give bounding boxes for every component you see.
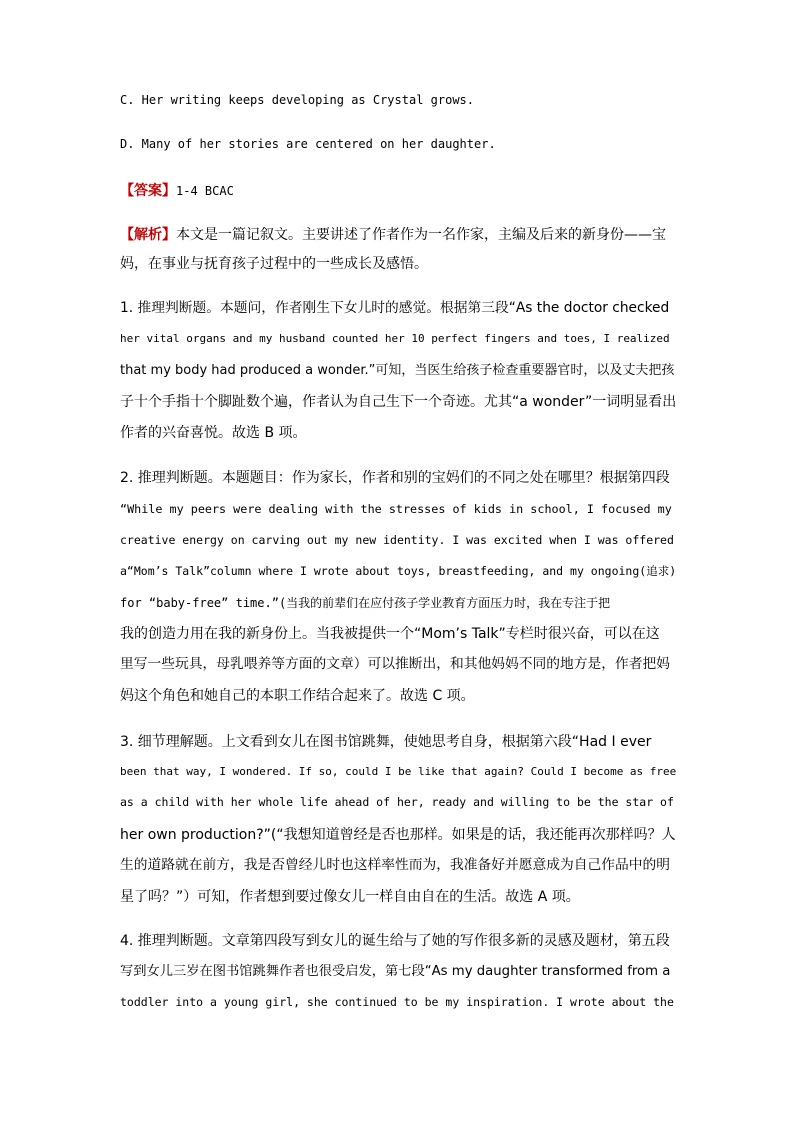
paragraph-line: a“Mom’s Talk”column where I wrote about toys, breastfeeding, and my ongoing(追求) (120, 564, 677, 578)
paragraph-line: her vital organs and my husband counted her 10 perfect fingers and toes, I realized (120, 332, 670, 345)
paragraph-line: 生的道路就在前方，我是否曾经儿时也这样率性而为，我准备好并愿意成为自己作品中的明 (120, 857, 671, 873)
paragraph-line: 妈这个角色和她自己的本职工作结合起来了。故选 C 项。 (120, 688, 475, 704)
paragraph-line: 3. 细节理解题。上文看到女儿在图书馆跳舞，使她思考自身，根据第六段“Had I ever (120, 734, 652, 750)
paragraph-line: 2. 推理判断题。本题题目：作为家长，作者和别的宝妈们的不同之处在哪里？根据第四段 (120, 470, 670, 486)
analysis-line-2: 妈，在事业与抚育孩子过程中的一些成长及感悟。 (120, 256, 428, 272)
paragraph-line: for “baby-free” time.”(当我的前辈们在应付孩子学业教育方面压力时，我在专注于把 (120, 596, 611, 610)
analysis-line-1 (120, 226, 666, 242)
answer-label: 【答案】 (120, 183, 176, 199)
paragraph-line: 我的创造力用在我的新身份上。当我被提供一个“Mom’s Talk”专栏时很兴奋，可以在这 (120, 626, 660, 642)
paragraph-line: her own production?”(“我想知道曾经是否也那样。如果是的话，我还能再次那样吗？人 (120, 827, 676, 843)
analysis-text: 本文是一篇记叙文。主要讲述了作者作为一名作家，主编及后来的新身份——宝 (176, 227, 666, 243)
paragraph-line: that my body had produced a wonder.”可知，当医生给孩子检查重要器官时，以及丈夫把孩 (120, 363, 675, 378)
paragraph-line: “While my peers were dealing with the stresses of kids in school, I focused my (120, 502, 672, 516)
analysis-label: 【解析】 (120, 227, 176, 243)
paragraph-line: 作者的兴奋喜悦。故选 B 项。 (120, 425, 307, 441)
paragraph-line: 1. 推理判断题。本题问，作者刚生下女儿时的感觉。根据第三段“As the doctor checked (120, 300, 670, 316)
paragraph-line: 写到女儿三岁在图书馆跳舞作者也很受启发，第七段“As my daughter transformed from a (120, 964, 671, 979)
paragraph-line: toddler into a young girl, she continued to be my inspiration. I wrote about the (120, 995, 674, 1009)
option-d: D. Many of her stories are centered on her daughter. (120, 137, 496, 151)
paragraph-line: 里写一些玩具，母乳喂养等方面的文章）可以推断出，和其他妈妈不同的地方是，作者把妈 (120, 656, 671, 672)
paragraph-line: been that way, I wondered. If so, could I be like that again? Could I become as free (120, 765, 677, 778)
option-c: C. Her writing keeps developing as Crystal grows. (120, 93, 475, 107)
paragraph-line: creative energy on carving out my new identity. I was excited when I was offered (120, 533, 674, 547)
paragraph-line: 星了吗？”）可知，作者想到要过像女儿一样自由自在的生活。故选 A 项。 (120, 889, 580, 905)
paragraph-line: 4. 推理判断题。文章第四段写到女儿的诞生给与了她的写作很多新的灵感及题材，第五段 (120, 933, 670, 949)
answer-value: 1-4 BCAC (176, 184, 234, 198)
paragraph-line: as a child with her whole life ahead of her, ready and willing to be the star of (120, 795, 674, 809)
answer-line (120, 182, 234, 198)
paragraph-line: 子十个手指十个脚趾数个遍，作者认为自己生下一个奇迹。尤其“a wonder”一词明显看出 (120, 394, 677, 410)
